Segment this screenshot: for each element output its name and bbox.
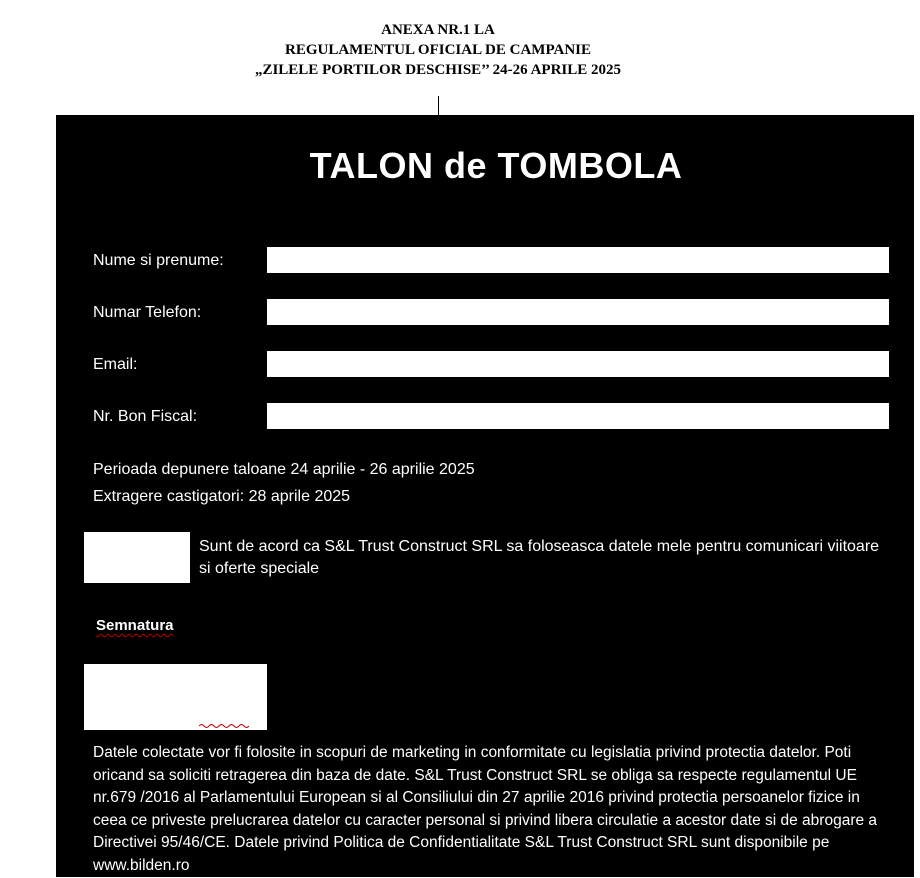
- privacy-disclaimer: Datele colectate vor fi folosite in scopuri de marketing in conformitate cu legislatia privind protectia datelor. Poti oricand sa soliciti retragerea din baza de date. S&L Trust Construct SRL se obliga sa respecte regulamentul UE nr.679 /2016 al Parlamentului European si al Consiliului din 27 aprilie 2016 privind protectia persoanelor fizice in ceea ce priveste prelucrarea datelor cu caracter personal si privind libera circulatie a acestor date si de abrogare a Directivei 95/46/CE. Datele privind Politica de Confidentialitate S&L Trust Construct SRL sunt disponibile pe www.bilden.ro: [93, 744, 878, 874]
- header-line-2: REGULAMENTUL OFICIAL DE CAMPANIE: [285, 42, 591, 58]
- signature-field[interactable]: [84, 664, 267, 730]
- text-cursor: [438, 96, 439, 115]
- raffle-coupon: [56, 115, 914, 877]
- consent-checkbox[interactable]: [84, 532, 190, 583]
- name-label: Nume si prenume:: [93, 252, 224, 269]
- phone-label: Numar Telefon:: [93, 304, 202, 321]
- name-field[interactable]: [267, 247, 889, 273]
- signature-label: Semnatura: [96, 617, 174, 634]
- header-line-1: ANEXA NR.1 LA: [381, 22, 495, 38]
- document-header: [0, 20, 876, 80]
- header-line-3: „ZILELE PORTILOR DESCHISE’’ 24-26 APRILE 2025: [254, 62, 622, 78]
- consent-text: Sunt de acord ca S&L Trust Construct SRL sa foloseasca datele mele pentru comunicari viitoare si oferte speciale: [199, 538, 880, 577]
- receipt-label: Nr. Bon Fiscal:: [93, 408, 198, 425]
- coupon-title: TALON de TOMBOLA: [309, 145, 683, 186]
- receipt-field[interactable]: [267, 403, 889, 429]
- phone-field[interactable]: [267, 299, 889, 325]
- draw-date: Extragere castigatori: 28 aprile 2025: [93, 488, 351, 505]
- email-label: Email:: [93, 356, 138, 373]
- spellcheck-squiggle: [199, 723, 249, 729]
- submission-period: Perioada depunere taloane 24 aprilie - 26 aprilie 2025: [93, 461, 475, 478]
- email-field[interactable]: [267, 351, 889, 377]
